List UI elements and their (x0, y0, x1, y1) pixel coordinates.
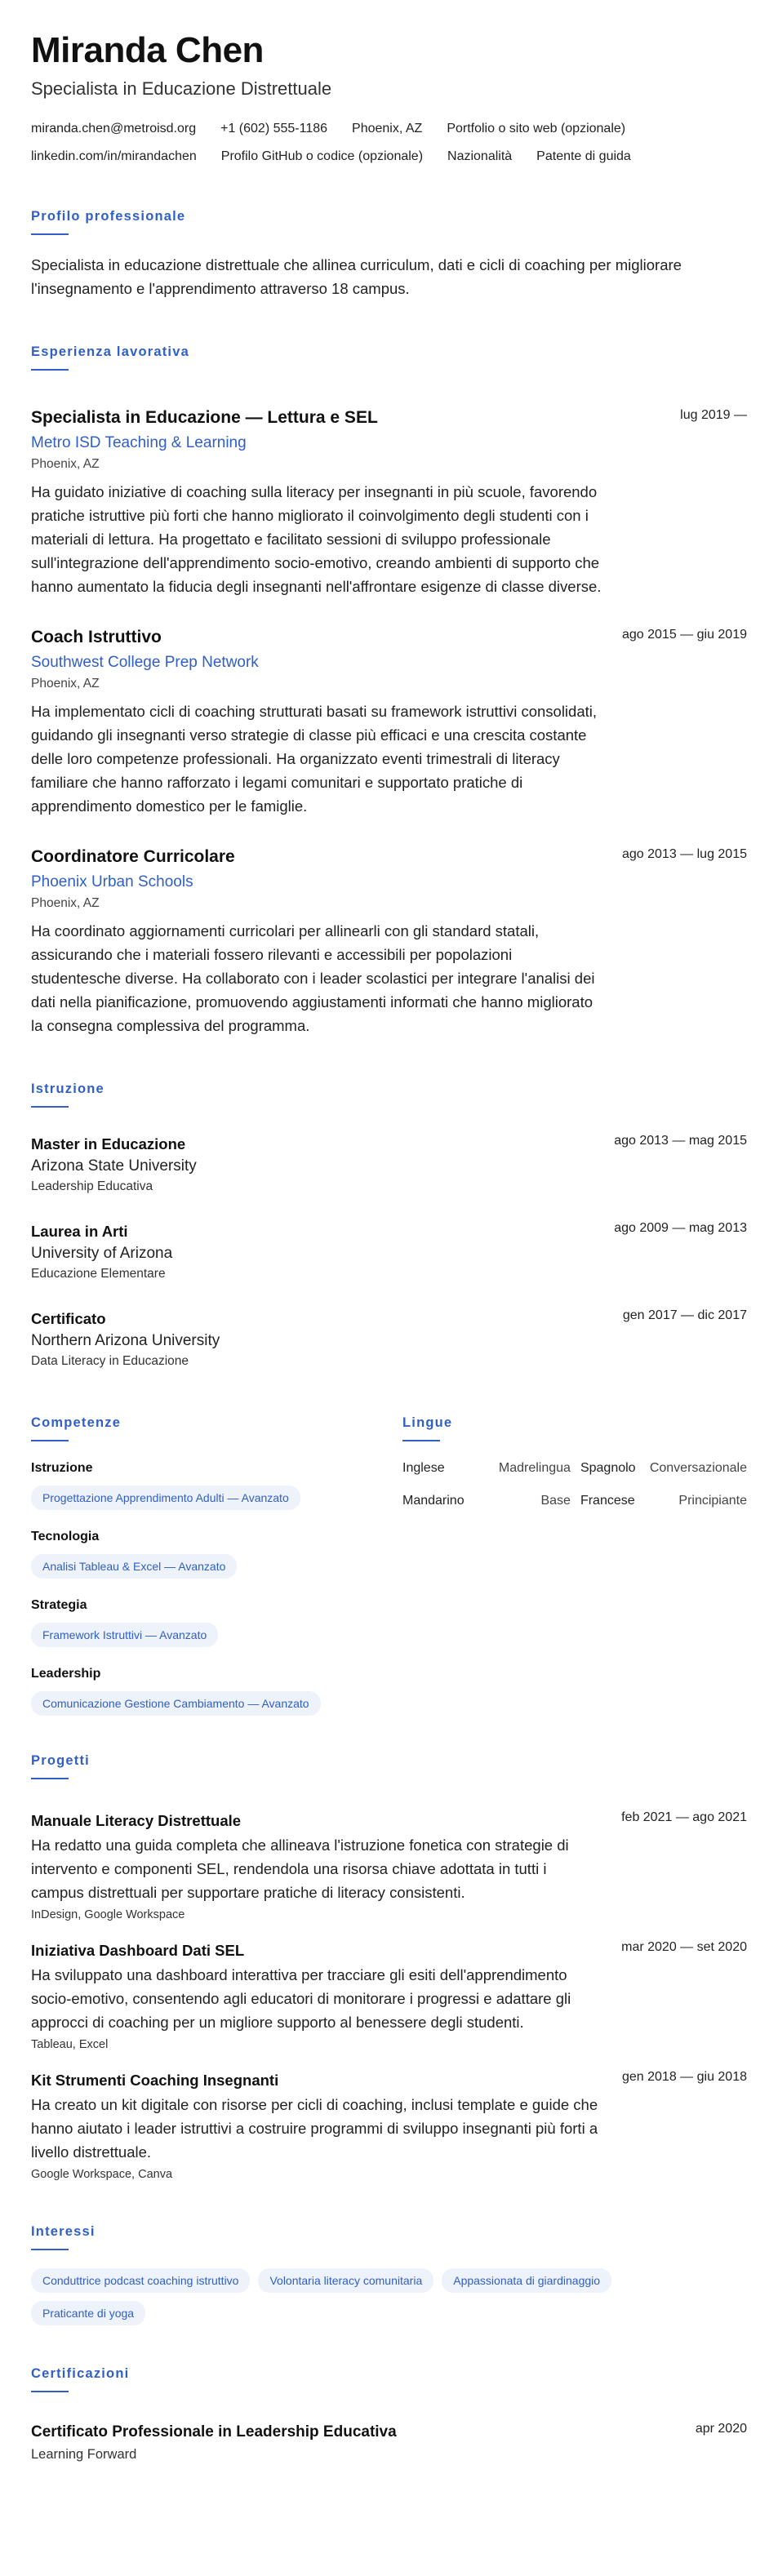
skill-category: Tecnologia (31, 1530, 100, 1543)
skill-category: Strategia (31, 1598, 87, 1612)
contact-phone[interactable]: +1 (602) 555-1186 (220, 122, 328, 135)
job-entry (31, 406, 747, 598)
language-row (402, 1492, 747, 1510)
education-section (31, 1080, 747, 1371)
candidate-name: Miranda Chen (31, 30, 264, 70)
job-organization: Phoenix Urban Schools (31, 873, 193, 890)
job-dates: ago 2013 — lug 2015 (621, 847, 747, 861)
contact-linkedin[interactable]: linkedin.com/in/mirandachen (31, 149, 197, 163)
interest-chip: Volontaria literacy comunitaria (258, 2268, 433, 2293)
education-degree: Certificato (31, 1310, 106, 1327)
project-entry (31, 1940, 747, 2054)
section-heading: Lingue (402, 1415, 453, 1430)
education-dates: ago 2009 — mag 2013 (614, 1221, 747, 1235)
interest-chips (31, 2260, 733, 2325)
contact-github[interactable]: Profilo GitHub o codice (opzionale) (220, 149, 424, 163)
languages-section (402, 1414, 747, 1716)
project-dates: mar 2020 — set 2020 (621, 1940, 747, 1954)
section-heading: Profilo professionale (31, 209, 186, 224)
language-name: Spagnolo (580, 1461, 636, 1475)
language-name: Francese (580, 1494, 635, 1508)
education-field: Leadership Educativa (31, 1179, 153, 1193)
experience-section (31, 343, 747, 1037)
education-dates: gen 2017 — dic 2017 (622, 1308, 747, 1322)
job-description: Ha coordinato aggiornamenti curricolari per allinearli con gli standard statali, assicurando che i materiali fossero rilevanti e accessibili per popolazioni studentesche diverse. Ha collaborato con i leader scolastici per integrare l'analisi dei dati nella pianificazione, promuovendo aggiustamenti informati che hanno migliorato la consegna complessiva del programma. (31, 922, 595, 1034)
job-organization: Metro ISD Teaching & Learning (31, 434, 247, 451)
skill-chip: Framework Istruttivi — Avanzato (31, 1623, 218, 1647)
job-title: Coach Istruttivo (31, 628, 162, 646)
education-entry (31, 1134, 747, 1197)
project-title: Manuale Literacy Distrettuale (31, 1812, 242, 1829)
interest-chip: Praticante di yoga (31, 2301, 145, 2325)
interest-chip: Conduttrice podcast coaching istruttivo (31, 2268, 250, 2293)
certification-title: Certificato Professionale in Leadership Educativa (31, 2423, 397, 2441)
project-dates: feb 2021 — ago 2021 (621, 1810, 747, 1824)
job-dates: ago 2015 — giu 2019 (621, 628, 747, 642)
education-entry (31, 1308, 747, 1371)
education-degree: Laurea in Arti (31, 1223, 128, 1240)
language-level: Principiante (678, 1494, 747, 1508)
certification-date: apr 2020 (695, 2422, 747, 2436)
education-dates: ago 2013 — mag 2015 (614, 1134, 747, 1148)
section-divider (31, 2391, 69, 2392)
project-entry (31, 2070, 747, 2183)
education-degree: Master in Educazione (31, 1135, 186, 1153)
interest-chip: Appassionata di giardinaggio (442, 2268, 611, 2293)
job-location: Phoenix, AZ (31, 677, 100, 691)
skill-chip: Comunicazione Gestione Cambiamento — Avanzato (31, 1691, 321, 1716)
skill-group (31, 1597, 402, 1647)
section-divider (31, 369, 69, 371)
contact-license: Patente di guida (536, 149, 631, 163)
section-divider (31, 1778, 69, 1779)
section-divider (31, 1440, 69, 1441)
certification-entry (31, 2422, 747, 2464)
section-heading: Progetti (31, 1753, 90, 1768)
education-school: Northern Arizona University (31, 1332, 220, 1349)
project-description: Ha creato un kit digitale con risorse per cicli di coaching, inclusi template e guide che hanno aiutato i leader istruttivi a costruire programmi di sviluppo insegnanti più forti a livello distrettuale. (31, 2096, 598, 2161)
projects-section (31, 1752, 747, 2183)
skills-section (31, 1414, 402, 1716)
section-divider (31, 233, 69, 235)
education-school: University of Arizona (31, 1245, 173, 1262)
section-heading: Esperienza lavorativa (31, 344, 189, 359)
project-dates: gen 2018 — giu 2018 (621, 2070, 747, 2084)
education-school: Arizona State University (31, 1157, 197, 1175)
skills-languages-row (31, 1414, 747, 1716)
section-heading: Interessi (31, 2224, 96, 2239)
contact-portfolio[interactable]: Portfolio o sito web (opzionale) (447, 122, 626, 135)
section-divider (31, 2249, 69, 2250)
candidate-title: Specialista in Educazione Distrettuale (31, 78, 332, 99)
language-level: Conversazionale (649, 1461, 747, 1475)
skill-category: Leadership (31, 1667, 101, 1681)
contact-nationality: Nazionalità (447, 149, 513, 163)
job-dates: lug 2019 — (680, 408, 747, 422)
job-entry (31, 846, 747, 1037)
project-tools: Tableau, Excel (31, 2038, 109, 2051)
section-heading: Istruzione (31, 1081, 104, 1096)
resume-header (31, 29, 747, 175)
job-description: Ha guidato iniziative di coaching sulla literacy per insegnanti in più scuole, favorendo pratiche istruttive più forti che hanno migliorato il coinvolgimento degli studenti con i materiali di lettura. Ha progettato e facilitato sessioni di sviluppo professionale sull'integrazione dell'apprendimento socio-emotivo, creando ambienti di supporto che hanno aumentato la fiducia degli insegnanti nell'affrontare esigenze di classe diverse. (31, 483, 602, 595)
section-divider (402, 1440, 440, 1441)
job-title: Specialista in Educazione — Lettura e SEL (31, 408, 378, 427)
language-name: Inglese (402, 1461, 445, 1475)
skill-category: Istruzione (31, 1461, 93, 1475)
interests-section (31, 2223, 747, 2325)
summary-section (31, 207, 747, 300)
contact-list (31, 119, 709, 175)
section-heading: Certificazioni (31, 2366, 130, 2381)
language-row (402, 1459, 747, 1477)
certification-issuer: Learning Forward (31, 2447, 137, 2462)
job-title: Coordinatore Curricolare (31, 847, 235, 866)
education-field: Data Literacy in Educazione (31, 1354, 189, 1368)
language-level: Madrelingua (498, 1461, 571, 1475)
project-title: Iniziativa Dashboard Dati SEL (31, 1942, 245, 1959)
project-entry (31, 1810, 747, 1924)
language-name: Mandarino (402, 1494, 465, 1508)
contact-location: Phoenix, AZ (352, 122, 423, 135)
skill-group (31, 1665, 402, 1716)
job-entry (31, 626, 747, 818)
project-tools: InDesign, Google Workspace (31, 1908, 185, 1921)
certifications-section (31, 2365, 747, 2464)
summary-text: Specialista in educazione distrettuale che allinea curriculum, dati e cicli di coaching per migliorare l'insegnamento e l'apprendimento attraverso 18 campus. (31, 256, 682, 297)
job-location: Phoenix, AZ (31, 457, 100, 471)
job-location: Phoenix, AZ (31, 896, 100, 910)
contact-email[interactable]: miranda.chen@metroisd.org (31, 122, 197, 135)
education-entry (31, 1221, 747, 1284)
skill-chip: Analisi Tableau & Excel — Avanzato (31, 1554, 237, 1579)
project-description: Ha redatto una guida completa che allineava l'istruzione fonetica con strategie di intervento e componenti SEL, rendendola una risorsa chiave adottata in tutti i campus distrettuali per supportare pratiche di literacy consistenti. (31, 1837, 569, 1901)
project-title: Kit Strumenti Coaching Insegnanti (31, 2072, 279, 2089)
section-heading: Competenze (31, 1415, 122, 1430)
project-description: Ha sviluppato una dashboard interattiva per tracciare gli esiti dell'apprendimento socio-emotivo, consentendo agli educatori di monitorare i progressi e adattare gli approcci di coaching per un migliore supporto al benessere degli studenti. (31, 1966, 571, 2031)
skill-group (31, 1528, 402, 1579)
language-level: Base (540, 1494, 571, 1508)
job-description: Ha implementato cicli di coaching strutturati basati su framework istruttivi consolidati, guidando gli insegnanti verso strategie di classe più efficaci e una crescita costante delle loro competenze professionali. Ha organizzato eventi trimestrali di literacy familiare che hanno rafforzato i legami comunitari e supportato pratiche di apprendimento domestico per le famiglie. (31, 703, 598, 815)
education-field: Educazione Elementare (31, 1267, 166, 1281)
section-divider (31, 1106, 69, 1108)
skill-group (31, 1459, 402, 1510)
project-tools: Google Workspace, Canva (31, 2168, 173, 2181)
skill-chip: Progettazione Apprendimento Adulti — Avanzato (31, 1486, 300, 1510)
job-organization: Southwest College Prep Network (31, 654, 259, 671)
